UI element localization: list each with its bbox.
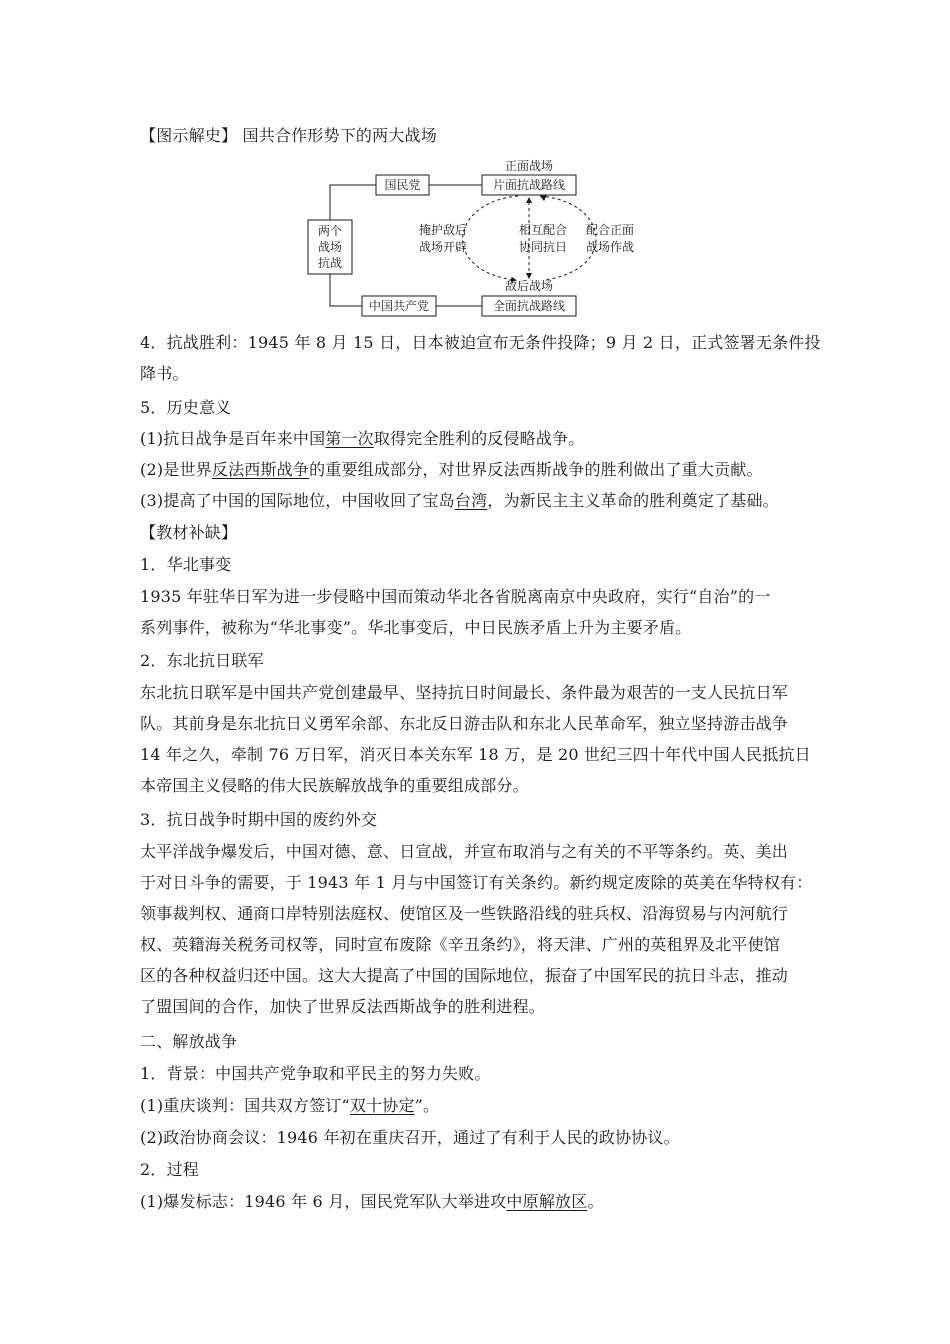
ccp-label: 中国共产党 [368,299,430,313]
coordinate-frontal-text-2: 战场作战 [585,240,635,254]
cooperate-text-2: 协同抗日 [518,240,568,254]
connector-line [330,274,362,306]
north-china-heading: 1．华北事变 [140,555,232,574]
two-battlefields-label-1: 两个 [317,224,343,238]
text-run: 。 [587,1192,604,1211]
northeast-army-line-3: 14 年之久，牵制 76 万日军，消灭日本关东军 18 万，是 20 世纪三四十年代中国人民抵抗日 [140,745,811,764]
process-heading: 2．过程 [140,1160,199,1179]
treaty-diplomacy-line-1: 太平洋战争爆发后，中国对德、意、日宣战，并宣布取消与之有关的不平等条约。英、美出 [140,842,789,861]
cover-rear-text-1: 掩护敌后 [418,223,468,237]
treaty-diplomacy-line-2: 于对日斗争的需要，于 1943 年 1 月与中国签订有关条约。新约规定废除的英美在华特权有： [140,873,813,892]
northeast-army-heading: 2．东北抗日联军 [140,651,264,670]
northeast-army-line-4: 本帝国主义侵略的伟大民族解放战争的重要组成部分。 [140,776,529,795]
pcc-line: (2)政治协商会议：1946 年初在重庆召开，通过了有利于人民的政协协议。 [140,1128,680,1147]
text-run: ”。 [414,1096,440,1115]
two-battlefields-label-2: 战场 [317,240,343,254]
connector-line [330,185,376,220]
significance-item-1 [140,429,820,449]
text-run: (1)抗日战争是百年来中国 [140,429,326,448]
diagram-caption [140,126,820,146]
two-battlefields-label-3: 抗战 [317,256,343,270]
treaty-diplomacy-heading: 3．抗日战争时期中国的废约外交 [140,810,378,829]
significance-item-2 [140,460,820,480]
right-dashed-arc [540,196,596,280]
underlined-answer: 台湾 [454,491,488,510]
text-run: (1)重庆谈判：国共双方签订“ [140,1096,350,1115]
total-resistance-label: 全面抗战路线 [492,299,566,313]
treaty-diplomacy-line-4: 权、英籍海关税务司权等，同时宣布废除《辛丑条约》，将天津、广州的英租界及北平使馆 [140,935,781,954]
underlined-answer: 中原解放区 [506,1192,588,1211]
frontal-battlefield-label: 正面战场 [504,159,554,173]
text-run: 的重要组成部分，对世界反法西斯战争的胜利做出了重大贡献。 [309,460,763,479]
cover-rear-text-2: 战场开辟 [418,240,468,254]
text-run: 取得完全胜利的反侵略战争。 [373,429,585,448]
center-arrowhead-top [526,197,532,203]
significance-item-3 [140,491,820,511]
kmt-label: 国民党 [384,178,421,192]
underlined-answer: 第一次 [325,429,374,448]
background-line: 1．背景：中国共产党争取和平民主的努力失败。 [140,1064,491,1083]
outbreak-line [140,1192,820,1212]
right-arc-arrowhead [540,195,547,201]
victory-line-2: 降书。 [140,364,189,383]
left-dashed-arc [463,196,518,280]
northeast-army-line-2: 队。其前身是东北抗日义勇军余部、东北反日游击队和东北人民革命军，独立坚持游击战争 [140,714,789,733]
northeast-army-line-1: 东北抗日联军是中国共产党创建最早、坚持抗日时间最长、条件最为艰苦的一支人民抗日军 [140,683,789,702]
two-battlefields-diagram [300,152,640,322]
treaty-diplomacy-line-3: 领事裁判权、通商口岸特别法庭权、使馆区及一些铁路沿线的驻兵权、沿海贸易与内河航行 [140,904,789,923]
partial-resistance-label: 片面抗战路线 [492,178,566,192]
diagram-title: 国共合作形势下的两大战场 [242,126,437,145]
chongqing-talks-line [140,1096,820,1116]
victory-line-1: 4．抗战胜利：1945 年 8 月 15 日，日本被迫宣布无条件投降；9 月 2 日，正式签署无条件投 [140,333,821,352]
section-tag: 【图示解史】 [140,126,238,145]
underlined-answer: 反法西斯战争 [211,460,310,479]
rear-battlefield-label: 敌后战场 [504,279,554,293]
underlined-answer: 双十协定 [349,1096,415,1115]
treaty-diplomacy-line-6: 了盟国间的合作，加快了世界反法西斯战争的胜利进程。 [140,997,546,1016]
supplement-heading: 【教材补缺】 [140,523,238,542]
north-china-line-1: 1935 年驻华日军为进一步侵略中国而策动华北各省脱离南京中央政府，实行“自治”的一 [140,587,771,606]
treaty-diplomacy-line-5: 区的各种权益归还中国。这大大提高了中国的国际地位，振奋了中国军民的抗日斗志，推动 [140,966,789,985]
text-run: ，为新民主主义革命的胜利奠定了基础。 [487,491,779,510]
text-run: (3)提高了中国的国际地位，中国收回了宝岛 [140,491,455,510]
north-china-line-2: 系列事件，被称为“华北事变”。华北事变后，中日民族矛盾上升为主要矛盾。 [140,618,692,637]
cooperate-text-1: 相互配合 [518,223,568,237]
text-run: (1)爆发标志：1946 年 6 月，国民党军队大举进攻 [140,1192,507,1211]
significance-heading: 5．历史意义 [140,398,232,417]
text-run: (2)是世界 [140,460,212,479]
coordinate-frontal-text-1: 配合正面 [585,223,635,237]
liberation-war-heading: 二、解放战争 [140,1032,238,1051]
